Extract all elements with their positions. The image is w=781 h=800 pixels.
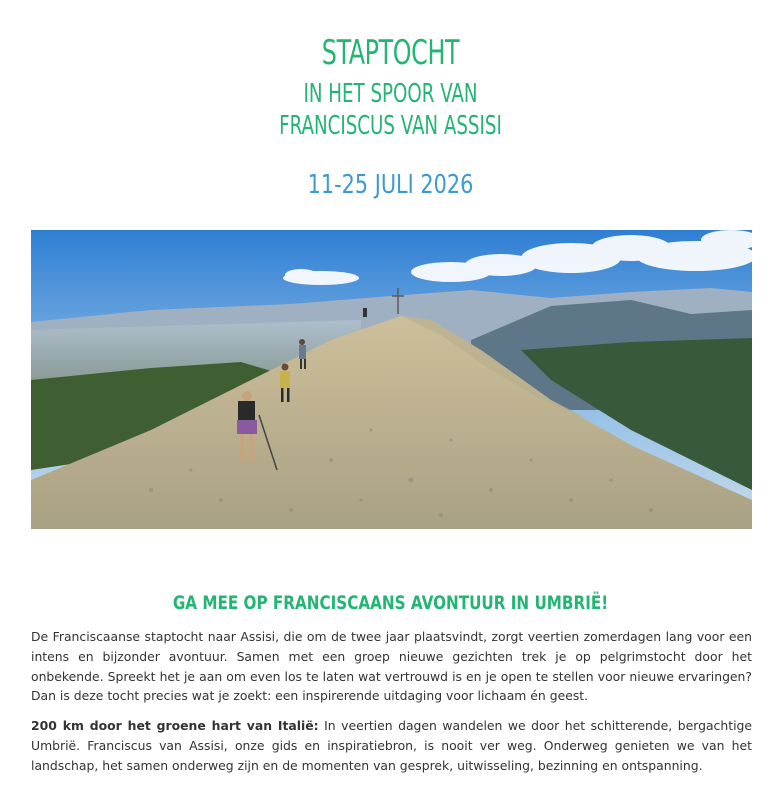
hero-photo-illustration bbox=[31, 230, 752, 529]
hero-image bbox=[31, 230, 752, 529]
event-dates: 11-25 JULI 2026 bbox=[307, 170, 474, 200]
page-subtitle-line1: IN HET SPOOR VAN bbox=[303, 79, 478, 109]
page-subtitle-line2: FRANCISCUS VAN ASSISI bbox=[279, 111, 502, 141]
intro-paragraph: De Franciscaanse staptocht naar Assisi, die om de twee jaar plaatsvindt, zorgt veertien zomerdagen lang voor een intens en bijzonder avontuur. Samen met een groep nieuwe gezichten trek je op pelgrimstocht door het onbekende. Spreekt het je aan om even los te laten wat vertrouwd is en je open te stellen voor nieuwe ervaringen? Dan is deze tocht precies wat je zoekt: een inspirerende uitdaging voor lichaam én geest. bbox=[31, 629, 752, 704]
route-paragraph bbox=[31, 716, 752, 775]
page-title: STAPTOCHT bbox=[321, 33, 460, 73]
section-heading: GA MEE OP FRANCISCAANS AVONTUUR IN UMBRIË! bbox=[172, 592, 609, 614]
route-paragraph-lead: 200 km door het groene hart van Italië: bbox=[31, 718, 319, 733]
route-paragraph-body: In veertien dagen wandelen we door het schitterende, bergachtige Umbrië. Franciscus van Assisi, onze gids en inspiratiebron, is nooit ver weg. Onderweg genieten we van het landschap, het samen onderweg zijn en de momenten van gesprek, uitwisseling, bezinning en ontspanning. bbox=[31, 718, 752, 773]
